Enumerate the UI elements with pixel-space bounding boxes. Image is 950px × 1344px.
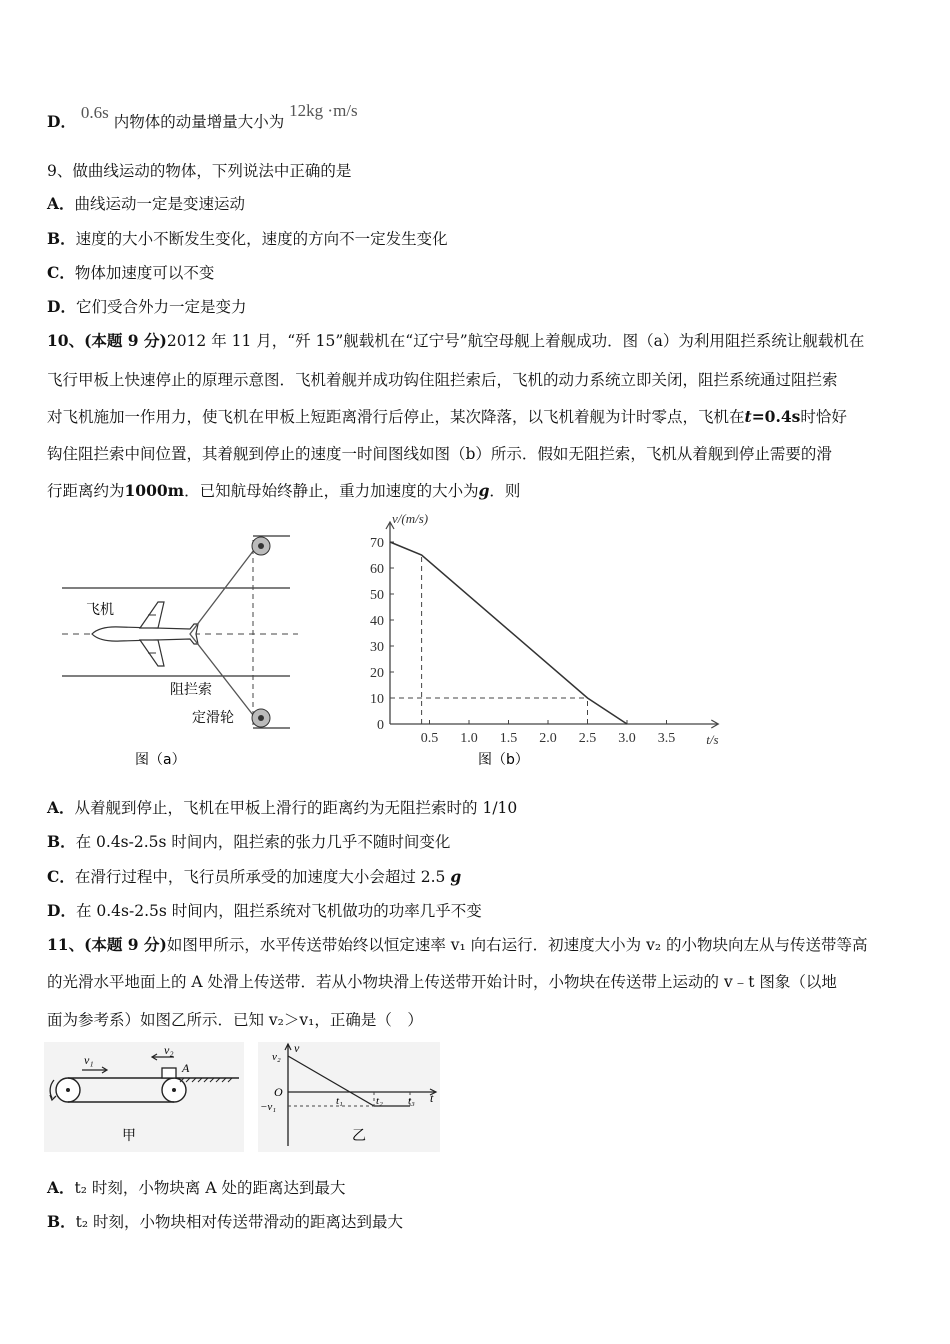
t3-tick-label: t₃ [408,1095,415,1107]
y-tick-label: 0 [377,718,384,733]
q10-line-2: 飞行甲板上快速停止的原理示意图．飞机着舰并成功钩住阻拦索后，飞机的动力系统立即关闭，阻拦系统通过阻拦索 [47,371,838,389]
figure-yi-vt-sketch [258,1042,440,1152]
q10-line-4: 钩住阻拦索中间位置，其着舰到停止的速度一时间图线如图（b）所示．假如无阻拦索，飞机从着舰到停止需要的滑 [47,445,832,463]
q11-line-2: 的光滑水平地面上的 A 处滑上传送带．若从小物块滑上传送带开始计时，小物块在传送带上运动的 v﹣t 图象（以地 [47,973,837,991]
origin-label: O [274,1085,283,1099]
x-tick-label: 1.5 [499,731,518,746]
q10-line-5: 行距离约为1000m．已知航母始终静止，重力加速度的大小为g．则 [47,481,521,500]
roller-right [162,1078,186,1102]
x-tick-label: 1.0 [460,731,478,746]
y-tick-label: 20 [370,666,384,681]
q10-option-a: A．从着舰到停止，飞机在甲板上滑行的距离约为无阻拦索时的 1/10 [47,798,518,817]
plane-label: 飞机 [86,602,114,618]
x-tick-label: 0.5 [420,731,439,746]
y-tick-label: 60 [370,562,384,577]
v2-tick-label: v₂ [272,1051,281,1063]
y-axis-label: v/(m/s) [392,511,429,526]
q8-option-d [47,101,358,132]
q9-option-b: B．速度的大小不断发生变化，速度的方向不一定发生变化 [47,229,448,248]
pulley-icon-bottom [252,709,270,727]
q10-option-d: D．在 0.4s-2.5s 时间内，阻拦系统对飞机做功的功率几乎不变 [47,901,482,920]
q10-line-1: 10、(本题 9 分)2012 年 11 月，“歼 15”舰载机在“辽宁号”航空母舰上着舰成功．图（a）为利用阻拦系统让舰载机在 [47,331,865,350]
point-a-label: A [182,1061,190,1075]
figure-b-vt-chart [350,510,719,770]
q9-option-c: C．物体加速度可以不变 [47,263,215,282]
figure-jia-conveyor [44,1042,244,1152]
v2-label: v₂ [164,1043,174,1057]
y-tick-label: 10 [370,692,384,707]
t2-tick-label: t₂ [376,1095,383,1107]
figure-b-caption: 图（b） [478,752,529,768]
option-text: 内物体的动量增量大小为 [113,113,285,131]
y-tick-label: 40 [370,614,384,629]
x-tick-label: 3.5 [657,731,676,746]
option-label: D． [47,112,76,131]
time-expression: 0.6s [80,103,109,122]
x-tick-label: 2.0 [539,731,557,746]
q11-option-a: A．t₂ 时刻，小物块离 A 处的距离达到最大 [47,1178,346,1197]
q10-option-b: B．在 0.4s-2.5s 时间内，阻拦索的张力几乎不随时间变化 [47,832,451,851]
t-axis-label: t [430,1091,434,1105]
cable-label: 阻拦索 [170,682,212,698]
x-axis-label: t/s [706,732,719,747]
q11-line-3: 面为参考系）如图乙所示．已知 v₂＞v₁，正确是（ ） [47,1011,423,1029]
t1-tick-label: t₁ [336,1095,343,1107]
block-icon [162,1068,176,1078]
q9-stem: 9、做曲线运动的物体，下列说法中正确的是 [47,162,352,180]
neg-v1-tick-label: −v₁ [260,1101,277,1113]
x-tick-label: 3.0 [618,731,636,746]
v-axis-label: v [294,1041,300,1055]
pulley-label: 定滑轮 [192,710,234,726]
figure-jia-caption: 甲 [122,1128,136,1144]
q10-option-c: C．在滑行过程中，飞行员所承受的加速度大小会超过 2.5 g [47,867,462,886]
figure-yi-caption: 乙 [352,1128,366,1144]
v1-label: v₁ [84,1053,94,1067]
pulley-icon-top [252,537,270,555]
q10-line-3: 对飞机施加一作用力，使飞机在甲板上短距离滑行后停止，某次降落，以飞机着舰为计时零点，飞机在t=0.4s时恰好 [47,407,847,426]
y-tick-label: 30 [370,640,384,655]
momentum-expression: 12kg ·m/s [289,101,358,120]
q9-option-d: D．它们受合外力一定是变力 [47,297,247,316]
roller-left [56,1078,80,1102]
q11-line-1: 11、(本题 9 分)如图甲所示，水平传送带始终以恒定速率 v₁ 向右运行．初速度大小为 v₂ 的小物块向左从与传送带等高 [47,935,868,954]
figure-a-arresting-system [40,518,360,778]
y-tick-label: 70 [370,536,384,551]
figure-a-caption: 图（a） [135,752,186,768]
x-tick-label: 2.5 [578,731,597,746]
series-line-vt [390,542,627,724]
y-tick-label: 50 [370,588,384,603]
q9-option-a: A．曲线运动一定是变速运动 [47,194,246,213]
q11-option-b: B．t₂ 时刻，小物块相对传送带滑动的距离达到最大 [47,1212,403,1231]
